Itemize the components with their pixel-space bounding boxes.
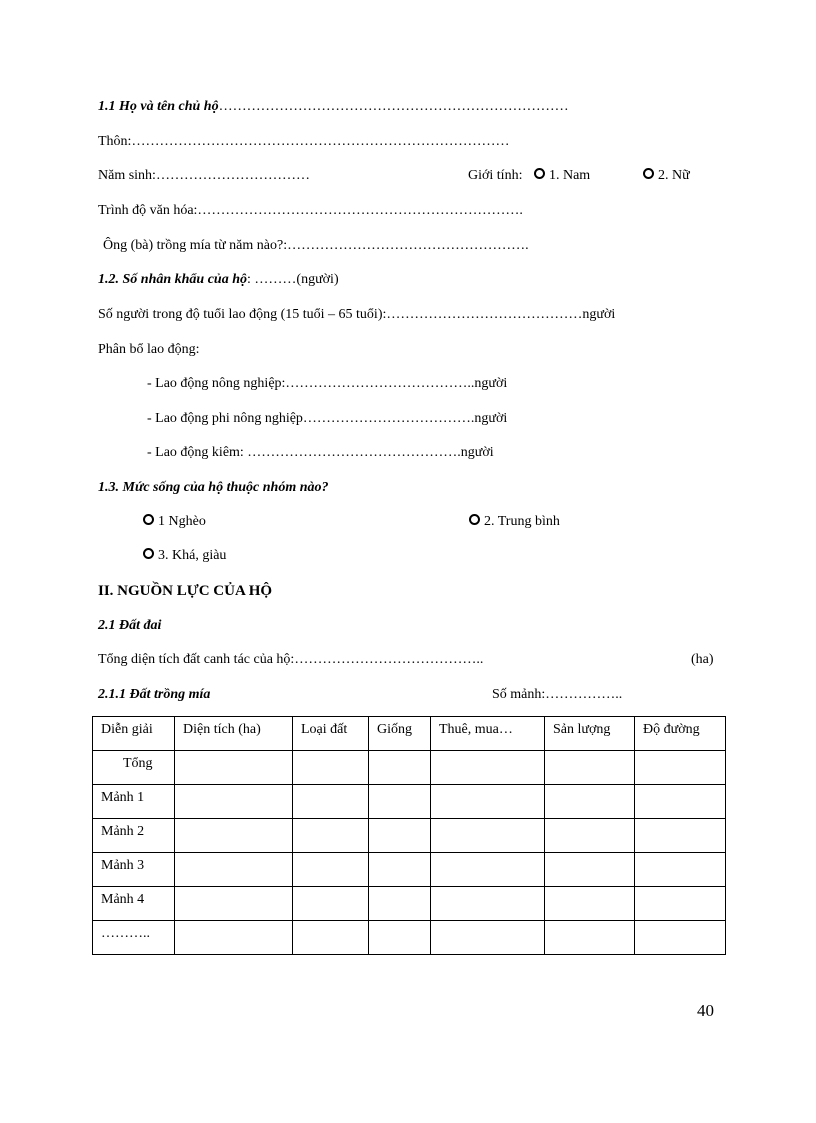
- hectare-unit: (ha): [691, 652, 714, 667]
- row-label: ………..: [93, 921, 175, 955]
- birth-year-field: Năm sinh:……………………………: [98, 168, 310, 183]
- table-cell[interactable]: [293, 819, 369, 853]
- section-2-1-heading: 2.1 Đất đai: [98, 618, 162, 633]
- gender-field: [468, 167, 590, 185]
- table-row: [93, 751, 726, 785]
- labor-allocation-label: Phân bổ lao động:: [98, 342, 200, 357]
- table-cell[interactable]: [545, 853, 635, 887]
- section-1-2-line: [98, 271, 339, 289]
- farm-labor-field: - Lao động nông nghiệp:…………………………………..người: [147, 376, 508, 391]
- table-cell[interactable]: [635, 785, 726, 819]
- table-cell[interactable]: [369, 921, 431, 955]
- table-cell[interactable]: [175, 887, 293, 921]
- row-label: Mảnh 1: [93, 785, 175, 819]
- living-option-average-label: 2. Trung bình: [484, 514, 560, 529]
- radio-icon[interactable]: [469, 514, 480, 525]
- table-cell[interactable]: [175, 921, 293, 955]
- table-cell[interactable]: [635, 819, 726, 853]
- section-1-2-heading: 1.2. Số nhân khẩu của hộ: [98, 272, 248, 287]
- table-cell[interactable]: [369, 853, 431, 887]
- table-cell[interactable]: [431, 887, 545, 921]
- gender-option-female: 2. Nữ: [658, 168, 690, 183]
- living-option-average: [469, 513, 560, 531]
- table-cell[interactable]: [431, 785, 545, 819]
- table-cell[interactable]: [293, 921, 369, 955]
- table-cell[interactable]: [175, 853, 293, 887]
- table-header: Diễn giải: [93, 717, 175, 751]
- table-header: Thuê, mua…: [431, 717, 545, 751]
- sugarcane-since-field: Ông (bà) trồng mía từ năm nào?:…………………………………………….: [103, 238, 529, 253]
- table-row: [93, 853, 726, 887]
- table-header: Sản lượng: [545, 717, 635, 751]
- section-2-heading: II. NGUỒN LỰC CỦA HỘ: [98, 583, 273, 599]
- table-cell[interactable]: [545, 921, 635, 955]
- table-cell[interactable]: [545, 785, 635, 819]
- gender-option-female-wrap: [643, 167, 690, 185]
- row-label: Mảnh 4: [93, 887, 175, 921]
- radio-icon[interactable]: [143, 548, 154, 559]
- section-1-1-line: [98, 98, 569, 116]
- table-row: [93, 887, 726, 921]
- page-number: 40: [697, 1001, 714, 1020]
- living-option-poor-label: 1 Nghèo: [158, 514, 206, 529]
- row-label: Tổng: [93, 751, 175, 785]
- table-header: Độ đường: [635, 717, 726, 751]
- table-cell[interactable]: [369, 887, 431, 921]
- table-cell[interactable]: [635, 887, 726, 921]
- table-header: Diện tích (ha): [175, 717, 293, 751]
- section-2-1-1-heading: 2.1.1 Đất trồng mía: [98, 687, 211, 702]
- living-option-rich-label: 3. Khá, giàu: [158, 548, 227, 563]
- table-cell[interactable]: [175, 751, 293, 785]
- table-cell[interactable]: [635, 751, 726, 785]
- table-cell[interactable]: [293, 785, 369, 819]
- table-cell[interactable]: [431, 819, 545, 853]
- household-size-field: : ………(người): [247, 272, 339, 287]
- working-age-field: Số người trong độ tuổi lao động (15 tuổi – 65 tuổi):……………………………………người: [98, 307, 616, 322]
- table-cell[interactable]: [293, 887, 369, 921]
- table-cell[interactable]: [545, 819, 635, 853]
- table-header: Giống: [369, 717, 431, 751]
- table-cell[interactable]: [635, 853, 726, 887]
- name-dots: …………………………………………………………………: [218, 99, 569, 114]
- total-area-field: Tổng diện tích đất canh tác của hộ:…………………………………..: [98, 652, 484, 667]
- table-row: [93, 921, 726, 955]
- table-row: [93, 819, 726, 853]
- row-label: Mảnh 2: [93, 819, 175, 853]
- education-field: Trình độ văn hóa:…………………………………………………………….: [98, 203, 523, 218]
- village-field: Thôn:………………………………………………………………………: [98, 134, 510, 149]
- table-header-row: [93, 717, 726, 751]
- table-cell[interactable]: [369, 785, 431, 819]
- gender-option-male: 1. Nam: [548, 168, 591, 183]
- table-cell[interactable]: [369, 751, 431, 785]
- table-cell[interactable]: [293, 751, 369, 785]
- living-option-poor: [143, 513, 206, 531]
- plot-count-field: Số mảnh:……………..: [492, 687, 623, 702]
- nonfarm-labor-field: - Lao động phi nông nghiệp……………………………….người: [147, 411, 508, 426]
- living-option-rich: [143, 547, 226, 565]
- table-cell[interactable]: [431, 853, 545, 887]
- table-cell[interactable]: [545, 751, 635, 785]
- section-1-3-heading: 1.3. Mức sống của hộ thuộc nhóm nào?: [98, 480, 329, 495]
- table-cell[interactable]: [369, 819, 431, 853]
- section-1-1-heading: 1.1 Họ và tên chủ hộ: [98, 99, 219, 114]
- table-cell[interactable]: [545, 887, 635, 921]
- table-cell[interactable]: [175, 785, 293, 819]
- mixed-labor-field: - Lao động kiêm: ……………………………………….người: [147, 445, 494, 460]
- sugarcane-plot-table: [92, 716, 726, 955]
- table-header: Loại đất: [293, 717, 369, 751]
- table-cell[interactable]: [431, 921, 545, 955]
- row-label: Mảnh 3: [93, 853, 175, 887]
- radio-icon[interactable]: [143, 514, 154, 525]
- table-cell[interactable]: [293, 853, 369, 887]
- table-cell[interactable]: [635, 921, 726, 955]
- radio-icon[interactable]: [643, 168, 654, 179]
- radio-icon[interactable]: [534, 168, 545, 179]
- gender-label: Giới tính:: [468, 168, 523, 183]
- table-cell[interactable]: [175, 819, 293, 853]
- table-row: [93, 785, 726, 819]
- table-cell[interactable]: [431, 751, 545, 785]
